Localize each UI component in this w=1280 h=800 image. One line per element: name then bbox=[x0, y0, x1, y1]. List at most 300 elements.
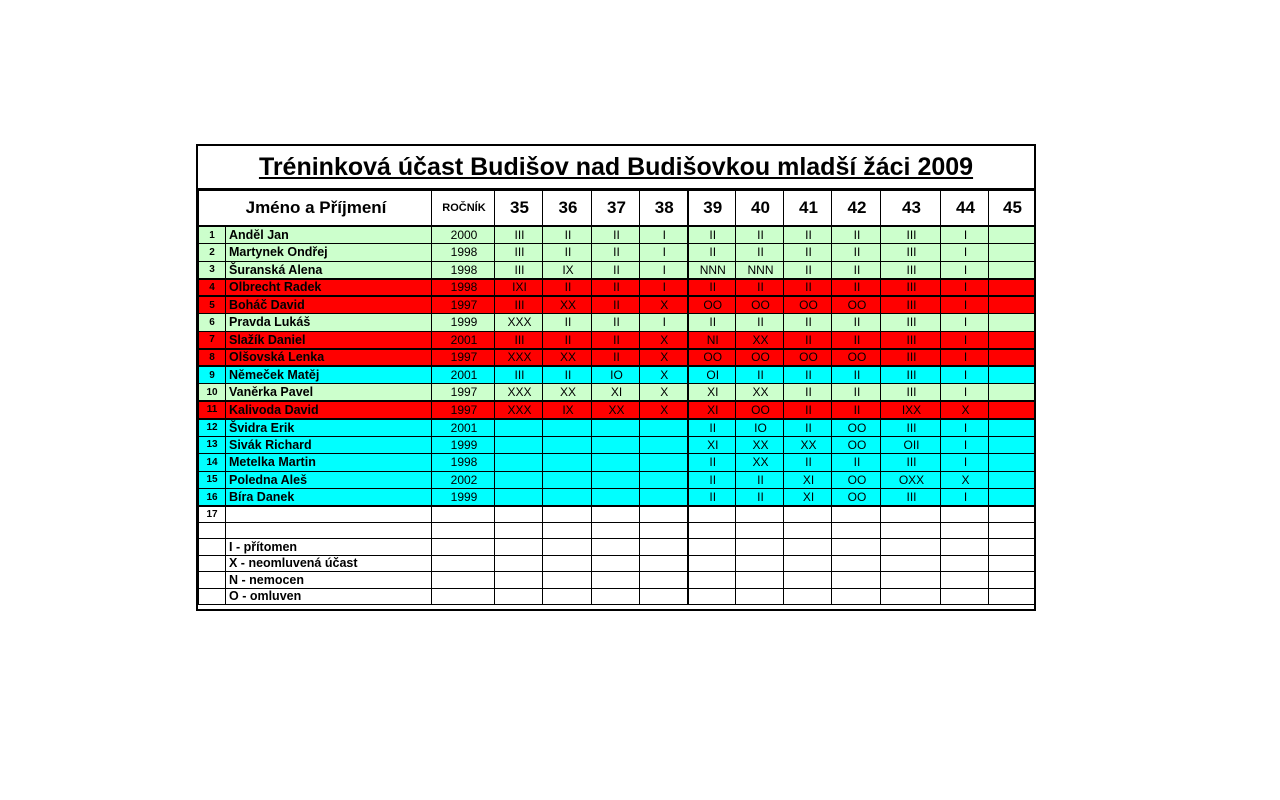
attendance-cell bbox=[941, 506, 989, 522]
blank-cell bbox=[495, 555, 543, 572]
player-name: Sivák Richard bbox=[226, 436, 432, 454]
blank-cell bbox=[832, 555, 881, 572]
legend-text: I - přítomen bbox=[226, 539, 432, 556]
attendance-cell: III bbox=[881, 261, 941, 279]
row-number: 15 bbox=[199, 471, 226, 489]
blank-cell bbox=[736, 572, 784, 589]
table-row bbox=[199, 314, 1035, 332]
attendance-cell: OO bbox=[832, 419, 881, 437]
blank-cell bbox=[543, 555, 592, 572]
legend-text: N - nemocen bbox=[226, 572, 432, 589]
attendance-cell bbox=[989, 261, 1035, 279]
attendance-cell: II bbox=[688, 489, 736, 507]
attendance-cell: II bbox=[736, 489, 784, 507]
attendance-cell: II bbox=[832, 226, 881, 244]
player-name: Bíra Danek bbox=[226, 489, 432, 507]
attendance-cell bbox=[989, 226, 1035, 244]
table-row bbox=[199, 349, 1035, 367]
attendance-cell bbox=[989, 506, 1035, 522]
attendance-cell: XX bbox=[784, 436, 832, 454]
attendance-cell: I bbox=[640, 244, 688, 262]
attendance-cell: II bbox=[736, 244, 784, 262]
blank-cell bbox=[941, 522, 989, 539]
birth-year: 1999 bbox=[432, 314, 495, 332]
attendance-cell: I bbox=[941, 349, 989, 367]
blank-cell bbox=[736, 588, 784, 605]
legend-row bbox=[199, 539, 1035, 556]
attendance-cell: II bbox=[736, 366, 784, 384]
attendance-cell: XX bbox=[543, 296, 592, 314]
attendance-cell bbox=[495, 419, 543, 437]
table-row bbox=[199, 506, 1035, 522]
attendance-cell: XXX bbox=[495, 349, 543, 367]
attendance-cell bbox=[640, 436, 688, 454]
attendance-cell: XI bbox=[688, 436, 736, 454]
attendance-cell: II bbox=[832, 366, 881, 384]
player-name: Kalivoda David bbox=[226, 401, 432, 419]
attendance-cell: II bbox=[832, 401, 881, 419]
blank-cell bbox=[784, 539, 832, 556]
attendance-cell bbox=[688, 506, 736, 522]
attendance-cell bbox=[989, 331, 1035, 349]
attendance-cell bbox=[495, 436, 543, 454]
attendance-cell: I bbox=[640, 226, 688, 244]
blank-cell bbox=[495, 588, 543, 605]
attendance-cell bbox=[881, 506, 941, 522]
attendance-cell bbox=[495, 489, 543, 507]
attendance-cell: II bbox=[832, 244, 881, 262]
attendance-cell bbox=[640, 471, 688, 489]
attendance-cell: II bbox=[784, 331, 832, 349]
attendance-cell: III bbox=[495, 331, 543, 349]
blank-cell bbox=[784, 555, 832, 572]
birth-year: 1998 bbox=[432, 454, 495, 472]
attendance-cell: I bbox=[941, 331, 989, 349]
attendance-cell: XX bbox=[543, 384, 592, 402]
attendance-cell: II bbox=[688, 471, 736, 489]
blank-cell bbox=[881, 539, 941, 556]
birth-year: 1997 bbox=[432, 349, 495, 367]
row-number: 3 bbox=[199, 261, 226, 279]
player-name: Pravda Lukáš bbox=[226, 314, 432, 332]
blank-cell bbox=[989, 572, 1035, 589]
attendance-cell: II bbox=[784, 454, 832, 472]
attendance-cell bbox=[989, 296, 1035, 314]
blank-cell bbox=[941, 555, 989, 572]
player-name: Poledna Aleš bbox=[226, 471, 432, 489]
attendance-table bbox=[198, 190, 1035, 605]
row-number bbox=[199, 572, 226, 589]
legend-row bbox=[199, 588, 1035, 605]
attendance-cell: II bbox=[688, 226, 736, 244]
attendance-cell: XX bbox=[736, 454, 784, 472]
attendance-cell: II bbox=[543, 244, 592, 262]
attendance-cell: II bbox=[543, 366, 592, 384]
attendance-cell bbox=[543, 419, 592, 437]
attendance-cell: XI bbox=[784, 471, 832, 489]
attendance-cell: II bbox=[736, 279, 784, 297]
attendance-cell bbox=[832, 506, 881, 522]
birth-year: 1998 bbox=[432, 261, 495, 279]
legend-text: X - neomluvená účast bbox=[226, 555, 432, 572]
attendance-cell bbox=[495, 506, 543, 522]
birth-year: 1998 bbox=[432, 279, 495, 297]
attendance-cell: I bbox=[640, 261, 688, 279]
attendance-cell: III bbox=[881, 419, 941, 437]
attendance-cell bbox=[592, 506, 640, 522]
attendance-cell: OO bbox=[832, 489, 881, 507]
birth-year: 1999 bbox=[432, 489, 495, 507]
attendance-cell: II bbox=[592, 296, 640, 314]
attendance-cell bbox=[543, 454, 592, 472]
header-week-37: 37 bbox=[592, 191, 640, 227]
attendance-cell: III bbox=[495, 296, 543, 314]
blank-cell bbox=[784, 588, 832, 605]
attendance-cell bbox=[989, 349, 1035, 367]
attendance-cell bbox=[640, 506, 688, 522]
attendance-cell bbox=[592, 436, 640, 454]
header-week-44: 44 bbox=[941, 191, 989, 227]
blank-cell bbox=[432, 539, 495, 556]
attendance-cell: XX bbox=[592, 401, 640, 419]
blank-cell bbox=[736, 522, 784, 539]
table-row bbox=[199, 436, 1035, 454]
sheet-title-bar bbox=[198, 146, 1034, 190]
table-row bbox=[199, 419, 1035, 437]
blank-cell bbox=[941, 572, 989, 589]
attendance-cell: III bbox=[881, 349, 941, 367]
attendance-cell: OO bbox=[832, 436, 881, 454]
attendance-cell bbox=[989, 366, 1035, 384]
blank-cell bbox=[941, 588, 989, 605]
birth-year bbox=[432, 506, 495, 522]
attendance-cell: I bbox=[941, 489, 989, 507]
attendance-cell bbox=[989, 436, 1035, 454]
blank-cell bbox=[881, 572, 941, 589]
header-week-35: 35 bbox=[495, 191, 543, 227]
attendance-cell: III bbox=[881, 489, 941, 507]
birth-year: 2002 bbox=[432, 471, 495, 489]
legend-text: O - omluven bbox=[226, 588, 432, 605]
blank-cell bbox=[784, 572, 832, 589]
table-row bbox=[199, 296, 1035, 314]
attendance-cell: II bbox=[784, 314, 832, 332]
attendance-cell: IXX bbox=[881, 401, 941, 419]
row-number bbox=[199, 555, 226, 572]
attendance-cell: II bbox=[832, 261, 881, 279]
attendance-cell: OO bbox=[736, 349, 784, 367]
table-row bbox=[199, 331, 1035, 349]
attendance-cell: I bbox=[640, 314, 688, 332]
table-row bbox=[199, 261, 1035, 279]
birth-year: 1997 bbox=[432, 296, 495, 314]
attendance-cell: X bbox=[941, 471, 989, 489]
birth-year: 1998 bbox=[432, 244, 495, 262]
header-week-41: 41 bbox=[784, 191, 832, 227]
blank-cell bbox=[495, 522, 543, 539]
attendance-cell: NNN bbox=[736, 261, 784, 279]
attendance-cell: II bbox=[784, 244, 832, 262]
attendance-cell: OII bbox=[881, 436, 941, 454]
attendance-cell: II bbox=[688, 419, 736, 437]
row-number: 13 bbox=[199, 436, 226, 454]
birth-year: 2001 bbox=[432, 419, 495, 437]
attendance-cell: II bbox=[736, 226, 784, 244]
row-number: 1 bbox=[199, 226, 226, 244]
attendance-cell: I bbox=[640, 279, 688, 297]
attendance-cell: OXX bbox=[881, 471, 941, 489]
header-week-43: 43 bbox=[881, 191, 941, 227]
attendance-cell bbox=[640, 489, 688, 507]
attendance-cell: X bbox=[941, 401, 989, 419]
attendance-cell: III bbox=[881, 279, 941, 297]
player-name: Metelka Martin bbox=[226, 454, 432, 472]
blank-cell bbox=[592, 522, 640, 539]
header-week-40: 40 bbox=[736, 191, 784, 227]
legend-row bbox=[199, 555, 1035, 572]
blank-cell bbox=[832, 539, 881, 556]
row-number bbox=[199, 588, 226, 605]
attendance-cell: III bbox=[495, 244, 543, 262]
attendance-cell: IXI bbox=[495, 279, 543, 297]
header-week-42: 42 bbox=[832, 191, 881, 227]
blank-cell bbox=[989, 522, 1035, 539]
attendance-cell bbox=[543, 436, 592, 454]
blank-cell bbox=[736, 539, 784, 556]
attendance-cell bbox=[495, 454, 543, 472]
player-name: Slažík Daniel bbox=[226, 331, 432, 349]
attendance-cell bbox=[989, 401, 1035, 419]
attendance-cell bbox=[736, 506, 784, 522]
table-row bbox=[199, 471, 1035, 489]
row-number: 14 bbox=[199, 454, 226, 472]
blank-cell bbox=[881, 588, 941, 605]
player-name: Anděl Jan bbox=[226, 226, 432, 244]
row-number: 12 bbox=[199, 419, 226, 437]
attendance-cell: IO bbox=[592, 366, 640, 384]
blank-cell bbox=[640, 555, 688, 572]
legend-row bbox=[199, 572, 1035, 589]
attendance-cell bbox=[495, 471, 543, 489]
attendance-cell: II bbox=[592, 331, 640, 349]
row-number: 4 bbox=[199, 279, 226, 297]
attendance-cell: XXX bbox=[495, 401, 543, 419]
blank-cell bbox=[432, 522, 495, 539]
attendance-cell: II bbox=[543, 331, 592, 349]
attendance-cell bbox=[543, 506, 592, 522]
player-name: Olšovská Lenka bbox=[226, 349, 432, 367]
birth-year: 1997 bbox=[432, 384, 495, 402]
blank-cell bbox=[592, 555, 640, 572]
attendance-cell: III bbox=[881, 454, 941, 472]
attendance-cell: OO bbox=[832, 296, 881, 314]
attendance-cell: XI bbox=[688, 384, 736, 402]
attendance-cell: II bbox=[784, 261, 832, 279]
attendance-cell: II bbox=[784, 384, 832, 402]
header-year: ROČNÍK bbox=[432, 191, 495, 227]
attendance-sheet bbox=[196, 144, 1036, 611]
attendance-cell bbox=[543, 489, 592, 507]
header-week-39: 39 bbox=[688, 191, 736, 227]
attendance-cell bbox=[989, 244, 1035, 262]
header-row bbox=[199, 191, 1035, 227]
attendance-cell: II bbox=[832, 454, 881, 472]
attendance-cell: NI bbox=[688, 331, 736, 349]
birth-year: 1999 bbox=[432, 436, 495, 454]
birth-year: 2001 bbox=[432, 331, 495, 349]
table-row bbox=[199, 489, 1035, 507]
blank-cell bbox=[832, 588, 881, 605]
row-number: 7 bbox=[199, 331, 226, 349]
attendance-cell: II bbox=[592, 279, 640, 297]
table-row bbox=[199, 454, 1035, 472]
attendance-cell: I bbox=[941, 366, 989, 384]
blank-cell bbox=[881, 522, 941, 539]
attendance-cell: OI bbox=[688, 366, 736, 384]
attendance-cell: III bbox=[881, 296, 941, 314]
row-number: 6 bbox=[199, 314, 226, 332]
row-number: 2 bbox=[199, 244, 226, 262]
attendance-cell: X bbox=[640, 349, 688, 367]
attendance-cell: I bbox=[941, 384, 989, 402]
attendance-cell bbox=[592, 419, 640, 437]
birth-year: 1997 bbox=[432, 401, 495, 419]
attendance-cell: IX bbox=[543, 401, 592, 419]
attendance-cell: II bbox=[688, 279, 736, 297]
player-name bbox=[226, 506, 432, 522]
sheet-title: Tréninková účast Budišov nad Budišovkou mladší žáci 2009 bbox=[258, 152, 974, 181]
attendance-cell: II bbox=[784, 419, 832, 437]
table-row bbox=[199, 279, 1035, 297]
attendance-cell: II bbox=[688, 314, 736, 332]
attendance-cell: XXX bbox=[495, 314, 543, 332]
attendance-cell: I bbox=[941, 454, 989, 472]
attendance-cell: II bbox=[784, 401, 832, 419]
player-name: Olbrecht Radek bbox=[226, 279, 432, 297]
attendance-cell: III bbox=[881, 244, 941, 262]
attendance-cell: III bbox=[881, 366, 941, 384]
blank-cell bbox=[226, 522, 432, 539]
attendance-cell bbox=[989, 419, 1035, 437]
attendance-cell: II bbox=[784, 226, 832, 244]
blank-cell bbox=[688, 539, 736, 556]
blank-row bbox=[199, 522, 1035, 539]
row-number: 5 bbox=[199, 296, 226, 314]
blank-cell bbox=[688, 588, 736, 605]
table-row bbox=[199, 244, 1035, 262]
attendance-cell: II bbox=[592, 244, 640, 262]
table-row bbox=[199, 226, 1035, 244]
blank-cell bbox=[989, 539, 1035, 556]
attendance-cell: OO bbox=[688, 296, 736, 314]
attendance-cell bbox=[592, 454, 640, 472]
row-number: 11 bbox=[199, 401, 226, 419]
row-number: 17 bbox=[199, 506, 226, 522]
birth-year: 2001 bbox=[432, 366, 495, 384]
attendance-cell: XI bbox=[592, 384, 640, 402]
attendance-cell bbox=[989, 384, 1035, 402]
blank-cell bbox=[640, 522, 688, 539]
attendance-cell: X bbox=[640, 331, 688, 349]
header-week-38: 38 bbox=[640, 191, 688, 227]
attendance-cell: II bbox=[543, 314, 592, 332]
attendance-cell: II bbox=[832, 384, 881, 402]
blank-cell bbox=[736, 555, 784, 572]
row-number: 16 bbox=[199, 489, 226, 507]
attendance-cell: II bbox=[736, 471, 784, 489]
attendance-cell: III bbox=[495, 261, 543, 279]
attendance-cell: XX bbox=[736, 436, 784, 454]
attendance-cell: X bbox=[640, 384, 688, 402]
attendance-cell: III bbox=[881, 226, 941, 244]
attendance-cell: XX bbox=[736, 384, 784, 402]
attendance-cell: II bbox=[592, 314, 640, 332]
blank-cell bbox=[640, 539, 688, 556]
player-name: Vaněrka Pavel bbox=[226, 384, 432, 402]
blank-cell bbox=[688, 555, 736, 572]
attendance-cell: OO bbox=[832, 349, 881, 367]
blank-cell bbox=[941, 539, 989, 556]
blank-cell bbox=[881, 555, 941, 572]
blank-cell bbox=[784, 522, 832, 539]
attendance-cell: III bbox=[881, 331, 941, 349]
attendance-cell: II bbox=[592, 261, 640, 279]
attendance-cell bbox=[989, 471, 1035, 489]
attendance-cell: IO bbox=[736, 419, 784, 437]
attendance-cell: X bbox=[640, 296, 688, 314]
blank-cell bbox=[432, 555, 495, 572]
table-row bbox=[199, 384, 1035, 402]
attendance-cell: OO bbox=[688, 349, 736, 367]
attendance-cell: II bbox=[784, 366, 832, 384]
attendance-cell: I bbox=[941, 244, 989, 262]
attendance-cell: I bbox=[941, 226, 989, 244]
attendance-cell: X bbox=[640, 366, 688, 384]
player-name: Šuranská Alena bbox=[226, 261, 432, 279]
attendance-cell: II bbox=[688, 454, 736, 472]
attendance-cell: IX bbox=[543, 261, 592, 279]
attendance-cell bbox=[989, 489, 1035, 507]
blank-cell bbox=[640, 588, 688, 605]
attendance-cell: I bbox=[941, 296, 989, 314]
blank-cell bbox=[688, 572, 736, 589]
attendance-cell: I bbox=[941, 279, 989, 297]
attendance-cell: III bbox=[495, 226, 543, 244]
birth-year: 2000 bbox=[432, 226, 495, 244]
attendance-cell bbox=[640, 419, 688, 437]
attendance-cell: XX bbox=[736, 331, 784, 349]
header-week-36: 36 bbox=[543, 191, 592, 227]
row-number: 8 bbox=[199, 349, 226, 367]
blank-cell bbox=[543, 539, 592, 556]
attendance-cell bbox=[592, 489, 640, 507]
row-number: 9 bbox=[199, 366, 226, 384]
attendance-cell bbox=[640, 454, 688, 472]
attendance-cell: I bbox=[941, 261, 989, 279]
row-number: 10 bbox=[199, 384, 226, 402]
player-name: Boháč David bbox=[226, 296, 432, 314]
blank-cell bbox=[592, 539, 640, 556]
attendance-cell: II bbox=[736, 314, 784, 332]
attendance-cell: X bbox=[640, 401, 688, 419]
attendance-cell: II bbox=[592, 349, 640, 367]
attendance-cell bbox=[989, 279, 1035, 297]
blank-cell bbox=[989, 588, 1035, 605]
attendance-cell: OO bbox=[832, 471, 881, 489]
blank-cell bbox=[543, 522, 592, 539]
attendance-cell: III bbox=[881, 314, 941, 332]
blank-cell bbox=[432, 588, 495, 605]
